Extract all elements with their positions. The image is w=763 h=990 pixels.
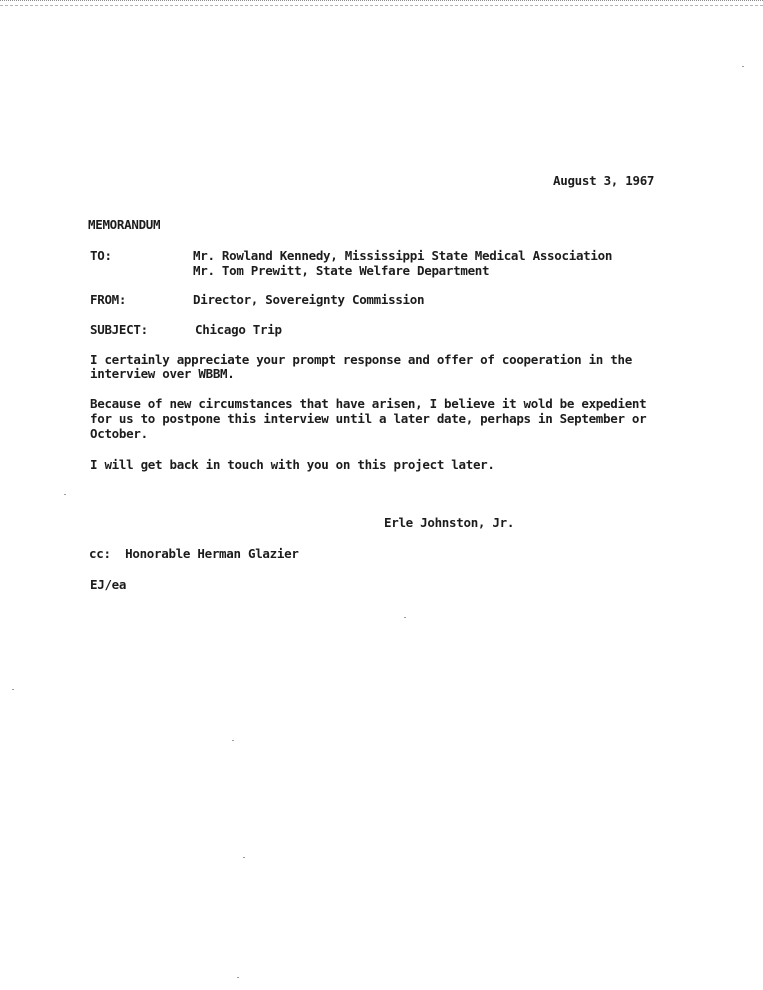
to-label: TO: bbox=[90, 248, 112, 263]
to-recipient-2: Mr. Tom Prewitt, State Welfare Department bbox=[193, 263, 490, 278]
scan-speck bbox=[237, 977, 239, 978]
body-paragraph-2-line-2: for us to postpone this interview until a later date, perhaps in September or bbox=[90, 411, 647, 426]
body-paragraph-2-line-3: October. bbox=[90, 426, 148, 441]
from-label: FROM: bbox=[90, 292, 127, 307]
scan-speck bbox=[232, 740, 234, 741]
memo-heading: MEMORANDUM bbox=[88, 217, 161, 232]
scan-speck bbox=[12, 689, 14, 690]
scan-speck bbox=[404, 617, 406, 618]
scan-speck bbox=[64, 494, 66, 495]
signature-name: Erle Johnston, Jr. bbox=[384, 515, 515, 530]
subject-value: Chicago Trip bbox=[195, 322, 282, 337]
subject-label: SUBJECT: bbox=[90, 322, 148, 337]
memo-date: August 3, 1967 bbox=[553, 173, 655, 188]
from-value: Director, Sovereignty Commission bbox=[193, 292, 425, 307]
cc-line: cc: Honorable Herman Glazier bbox=[89, 546, 299, 561]
page-top-edge bbox=[0, 0, 763, 6]
to-recipient-1: Mr. Rowland Kennedy, Mississippi State Medical Association bbox=[193, 248, 613, 263]
body-paragraph-2-line-1: Because of new circumstances that have arisen, I believe it wold be expedient bbox=[90, 396, 647, 411]
body-paragraph-1-line-2: interview over WBBM. bbox=[90, 366, 235, 381]
body-paragraph-3: I will get back in touch with you on this project later. bbox=[90, 457, 495, 472]
body-paragraph-1-line-1: I certainly appreciate your prompt response and offer of cooperation in the bbox=[90, 352, 632, 367]
typist-initials: EJ/ea bbox=[90, 577, 127, 592]
scan-speck bbox=[243, 857, 245, 858]
scan-speck bbox=[742, 66, 744, 67]
